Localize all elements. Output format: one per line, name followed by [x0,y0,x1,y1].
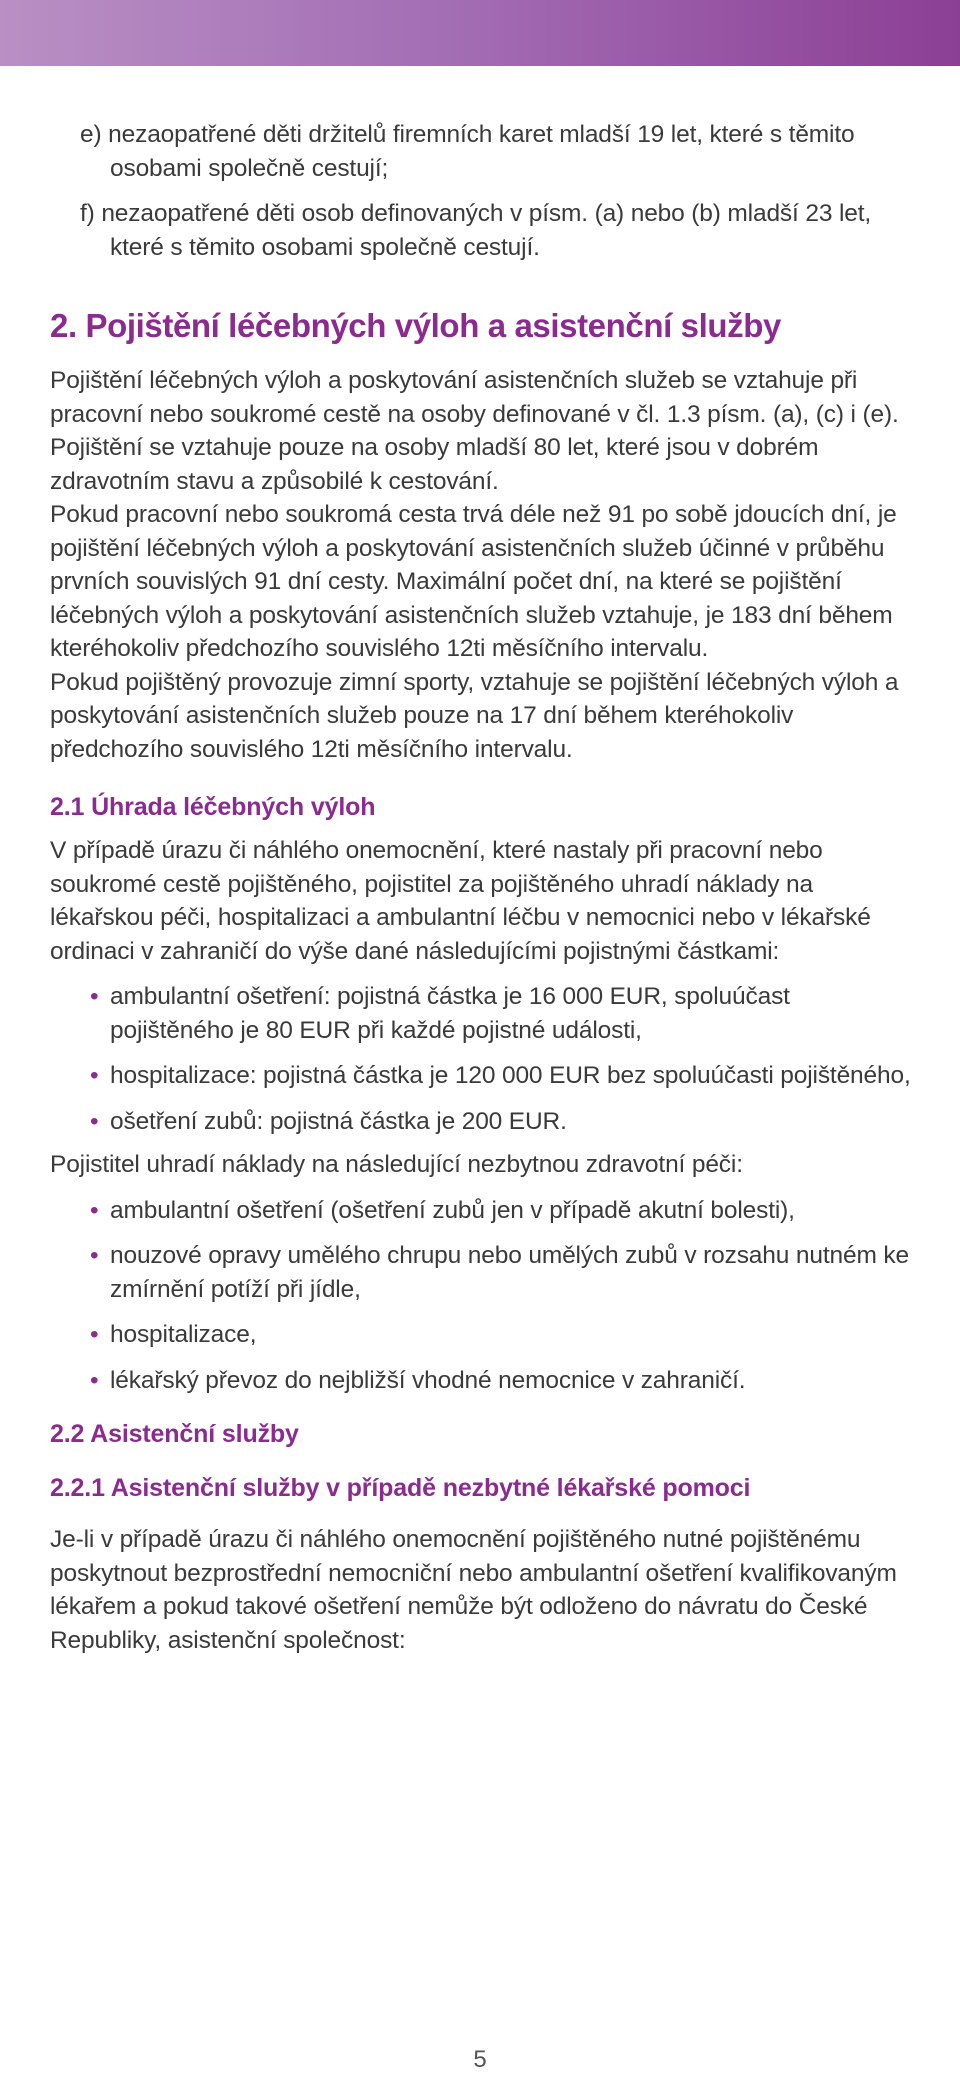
bullet-icon: • [90,1196,99,1224]
list-item [90,1105,920,1139]
bullet-icon: • [90,1321,99,1348]
list-item-text: hospitalizace, [110,1321,257,1348]
intro-item-e: e) nezaopatřené děti držitelů firemních karet mladší 19 let, které s těmito osobami společně cestují; [80,121,855,182]
list-item [90,1318,920,1352]
section-2-paragraph: Pokud pojištěný provozuje zimní sporty, vztahuje se pojištění léčebných výloh a poskytování asistenčních služeb pouze na 17 dní během kteréhokoliv předchozího souvislého 12ti měsíčního intervalu. [50,668,899,763]
header-color-band [0,0,960,66]
care-intro: Pojistitel uhradí náklady na následující nezbytnou zdravotní péči: [50,1151,743,1178]
page-number: 5 [473,2046,487,2073]
list-item-text: lékařský převoz do nejbližší vhodné nemocnice v zahraničí. [110,1366,746,1394]
bullet-icon: • [90,983,99,1010]
list-item [90,1364,920,1398]
list-item [90,1059,920,1093]
section-2-1-heading: 2.1 Úhrada léčebných výloh [50,793,376,821]
section-2-paragraph: Pokud pracovní nebo soukromá cesta trvá déle než 91 po sobě jdoucích dní, je pojištění léčebných výloh a poskytování asistenčních služeb účinné v průběhu prvních souvislých 91 dní cesty. Maximální počet dní, na které se pojištění léčebných výloh a poskytování asistenčních služeb vztahuje, je 183 dní během kteréhokoliv předchozího souvislého 12ti měsíčního intervalu. [50,501,897,662]
section-2-2-1-text: Je-li v případě úrazu či náhlého onemocnění pojištěného nutné pojištěnému poskytnout bezprostřední nemocniční nebo ambulantní ošetření kvalifikovaným lékařem a pokud takové ošetření nemůže být odloženo do návratu do České Republiky, asistenční společnost: [50,1526,897,1654]
list-item-text: ošetření zubů: pojistná částka je 200 EUR. [110,1107,567,1135]
section-2-1-intro: V případě úrazu či náhlého onemocnění, které nastaly při pracovní nebo soukromé cestě pojištěného, pojistitel za pojištěného uhradí náklady na lékařskou péči, hospitalizaci a ambulantní léčbu v nemocnici nebo v lékařské ordinaci v zahraničí do výše dané následujícími pojistnými částkami: [50,837,871,965]
list-item-text: nouzové opravy umělého chrupu nebo umělých zubů v rozsahu nutném ke zmírnění potíží při jídle, [110,1242,909,1303]
document-body [50,118,920,1657]
bullet-icon: • [90,1062,99,1089]
list-item [90,1194,920,1228]
bullet-icon: • [90,1107,99,1135]
section-2-2-heading: 2.2 Asistenční služby [50,1420,299,1448]
section-2-paragraph: Pojištění se vztahuje pouze na osoby mladší 80 let, které jsou v dobrém zdravotním stavu a způsobilé k cestování. [50,434,819,495]
bullet-icon: • [90,1242,99,1269]
list-item-text: hospitalizace: pojistná částka je 120 000 EUR bez spoluúčasti pojištěného, [110,1062,911,1089]
list-item [90,1239,920,1306]
section-2-body [50,364,920,766]
intro-item-f: f) nezaopatřené děti osob definovaných v písm. (a) nebo (b) mladší 23 let, které s těmito osobami společně cestují. [80,200,872,261]
list-item-text: ambulantní ošetření: pojistná částka je 16 000 EUR, spoluúčast pojištěného je 80 EUR při každé pojistné události, [110,983,790,1044]
coverage-limits-list [50,980,920,1138]
bullet-icon: • [90,1366,99,1394]
section-2-paragraph: Pojištění léčebných výloh a poskytování asistenčních služeb se vztahuje při pracovní nebo soukromé cestě na osoby definované v čl. 1.3 písm. (a), (c) i (e). [50,367,899,428]
list-item [90,980,920,1047]
list-item-text: ambulantní ošetření (ošetření zubů jen v případě akutní bolesti), [110,1196,795,1224]
section-2-2-1-heading: 2.2.1 Asistenční služby v případě nezbytné lékařské pomoci [50,1474,751,1502]
section-2-heading: 2. Pojištění léčebných výloh a asistenční služby [50,307,781,344]
care-items-list [50,1194,920,1398]
